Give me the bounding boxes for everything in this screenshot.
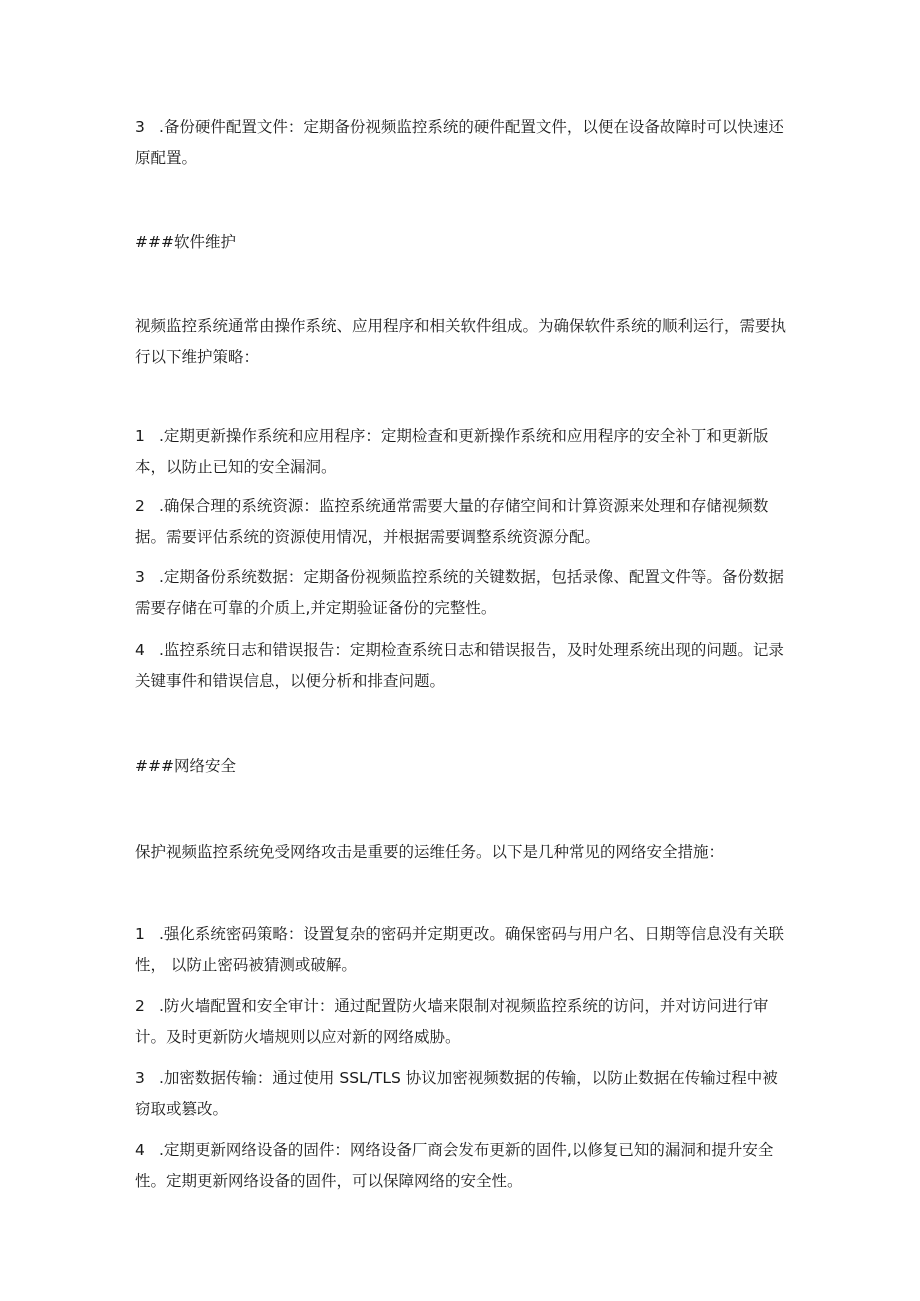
software-item-1 — [135, 421, 787, 483]
item-number: 2 — [135, 997, 145, 1015]
network-intro-paragraph: 保护视频监控系统免受网络攻击是重要的运维任务。以下是几种常见的网络安全措施： — [135, 843, 725, 861]
software-item-3 — [135, 562, 787, 624]
item-number: 1 — [135, 925, 145, 943]
item-number: 1 — [135, 427, 145, 445]
item-text: .监控系统日志和错误报告：定期检查系统日志和错误报告，及时处理系统出现的问题。记录关键事件和错误信息，以便分析和排查问题。 — [135, 641, 784, 690]
network-security-heading: ###网络安全 — [135, 757, 236, 775]
item-text: .强化系统密码策略：设置复杂的密码并定期更改。确保密码与用户名、日期等信息没有关联性， 以防止密码被猜测或破解。 — [135, 925, 784, 974]
item-number: 4 — [135, 641, 145, 659]
software-item-4 — [135, 635, 787, 697]
item-text: .确保合理的系统资源：监控系统通常需要大量的存储空间和计算资源来处理和存储视频数据。需要评估系统的资源使用情况，并根据需要调整系统资源分配。 — [135, 497, 769, 546]
software-intro-paragraph: 视频监控系统通常由操作系统、应用程序和相关软件组成。为确保软件系统的顺利运行，需要执行以下维护策略： — [135, 317, 787, 366]
item-text: .定期更新网络设备的固件：网络设备厂商会发布更新的固件,以修复已知的漏洞和提升安全性。定期更新网络设备的固件，可以保障网络的安全性。 — [135, 1141, 774, 1190]
item-number: 4 — [135, 1141, 145, 1159]
software-item-2 — [135, 491, 787, 553]
software-maintenance-heading: ###软件维护 — [135, 233, 236, 251]
item-text: .备份硬件配置文件：定期备份视频监控系统的硬件配置文件，以便在设备故障时可以快速还原配置。 — [135, 118, 784, 167]
network-item-1 — [135, 919, 787, 981]
item-text: .加密数据传输：通过使用 SSL/TLS 协议加密视频数据的传输，以防止数据在传输过程中被窃取或篡改。 — [135, 1069, 778, 1118]
item-number: 2 — [135, 497, 145, 515]
item-text: .防火墙配置和安全审计：通过配置防火墙来限制对视频监控系统的访问，并对访问进行审计。及时更新防火墙规则以应对新的网络威胁。 — [135, 997, 769, 1046]
network-item-4 — [135, 1135, 787, 1197]
item-number: 3 — [135, 568, 145, 586]
item-number: 3 — [135, 1069, 145, 1087]
hardware-backup-item — [135, 112, 787, 174]
item-text: .定期更新操作系统和应用程序：定期检查和更新操作系统和应用程序的安全补丁和更新版本，以防止已知的安全漏洞。 — [135, 427, 769, 476]
network-item-3 — [135, 1063, 787, 1125]
network-item-2 — [135, 991, 787, 1053]
item-number: 3 — [135, 118, 145, 136]
item-text: .定期备份系统数据：定期备份视频监控系统的关键数据，包括录像、配置文件等。备份数据需要存储在可靠的介质上,并定期验证备份的完整性。 — [135, 568, 784, 617]
